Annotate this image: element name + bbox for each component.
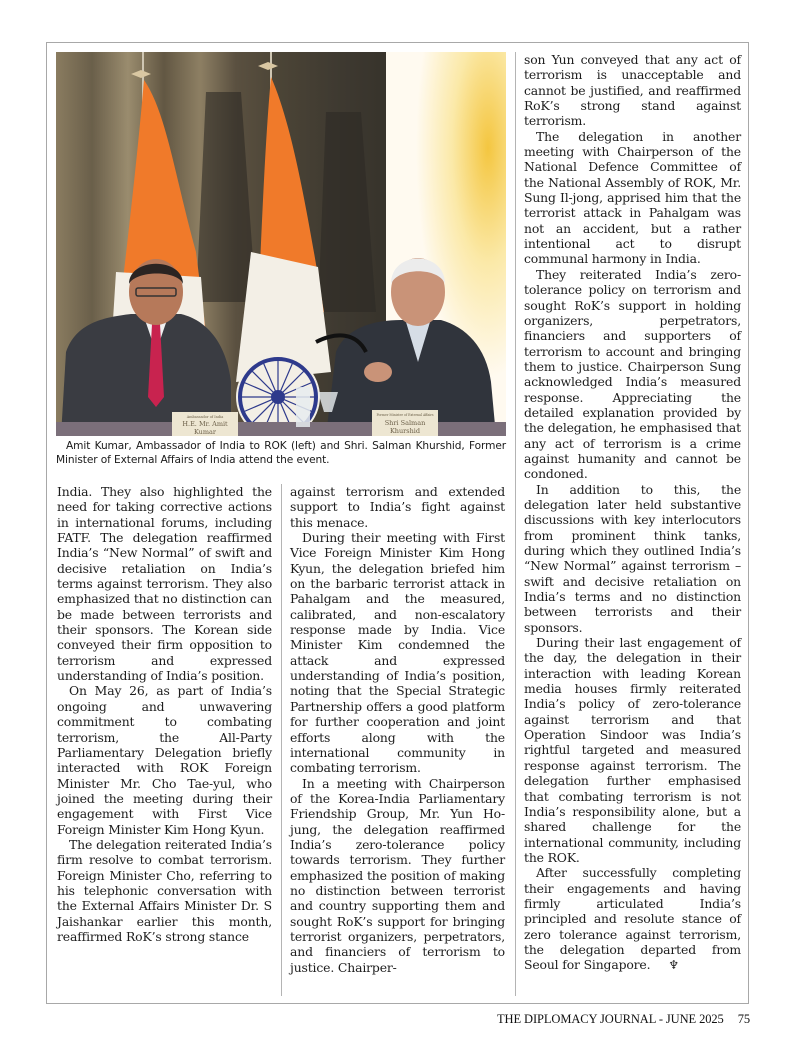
article-paragraph: During their last engagement of the day, the delegation in their interaction with leading Korean media houses firmly reiterated India’s policy of zero-tolerance against terrorism and that Operation Sindoor was India’s rightful targeted and measured response against terrorism. The delegation further emphasised that combating terrorism is not India’s responsibility alone, but a shared challenge for the international community, including the ROK.: [524, 635, 741, 865]
article-paragraph: son Yun conveyed that any act of terrorism is unacceptable and cannot be justified, and reaffirmed RoK’s strong stand against terrorism.: [524, 52, 741, 129]
article-paragraph: On May 26, as part of India’s ongoing and unwavering commitment to combating terrorism, the All-Party Parliamentary Delegation briefly interacted with ROK Foreign Minister Mr. Cho Tae-yul, who joined the meeting during their engagement with First Vice Foreign Minister Kim Hong Kyun.: [57, 683, 272, 837]
svg-text:Khurshid: Khurshid: [389, 427, 421, 435]
article-paragraph: India. They also highlighted the need for taking corrective actions in international forums, including FATF. The delegation reaffirmed India’s “New Normal” of swift and decisive retaliation on India’s terms against terrorism. They also emphasized that no distinction can be made between terrorists and their sponsors. The Korean side conveyed their firm opposition to terrorism and expressed understanding of India’s position.: [57, 484, 272, 684]
svg-text:H.E. Mr. Amit: H.E. Mr. Amit: [182, 420, 228, 428]
event-photo: [56, 52, 506, 436]
publication-name: THE DIPLOMACY JOURNAL - JUNE 2025: [497, 1012, 724, 1026]
page-number: 75: [737, 1012, 750, 1026]
article-column-left: [57, 484, 272, 944]
svg-text:Kumar: Kumar: [193, 428, 217, 436]
article-paragraph: The delegation in another meeting with Chairperson of the National Defence Committee of the National Assembly of ROK, Mr. Sung Il-jong, apprised him that the terrorist attack in Pahalgam was not an accident, but a rather intentional act to disrupt communal harmony in India.: [524, 128, 741, 267]
article-column-right: [524, 52, 741, 974]
article-paragraph: In a meeting with Chairperson of the Korea-India Parliamentary Friendship Group, Mr. Yun Ho-jung, the delegation reaffirmed India’s zero-tolerance policy towards terrorism. They further emphasized the position of making no distinction between terrorist and country supporting them and sought RoK’s support for bringing terrorist organizers, perpetrators, and financiers of terrorism to justice. Chairper-: [290, 775, 505, 975]
column-divider: [515, 52, 516, 996]
article-paragraph-final: [524, 865, 741, 973]
article-paragraph: In addition to this, the delegation later held substantive discussions with key interlocutors from prominent think tanks, during which they outlined India’s “New Normal” against terrorism – swift and decisive retaliation on India’s terms and no distinction between terrorists and their sponsors.: [524, 481, 741, 635]
svg-text:Former Minister of External Af: Former Minister of External Affairs: [376, 413, 434, 417]
emblem-icon: ♆: [668, 958, 680, 973]
article-paragraph: They reiterated India’s zero-tolerance policy on terrorism and sought RoK’s support in holding organizers, perpetrators, financiers and supporters of terrorism to account and bringing them to justice. Chairperson Sung acknowledged India’s measured response. Appreciating the detailed explanation provided by the delegation, he emphasised that any act of terrorism is a crime against humanity and cannot be condoned.: [524, 266, 741, 482]
article-paragraph: against terrorism and extended support to India’s fight against this menace.: [290, 484, 505, 530]
article-column-middle: [290, 484, 505, 975]
event-photo-illustration: [56, 52, 506, 436]
svg-text:Shri Salman: Shri Salman: [384, 419, 426, 427]
page-footer: [440, 1012, 750, 1027]
article-paragraph: During their meeting with First Vice Foreign Minister Kim Hong Kyun, the delegation briefed him on the barbaric terrorist attack in Pahalgam and the measured, calibrated, and non-escalatory response made by India. Vice Minister Kim condemned the attack and expressed understanding of India’s position, noting that the Special Strategic Partnership offers a good platform for further cooperation and joint efforts along with the international community in combating terrorism.: [290, 530, 505, 776]
column-divider: [281, 484, 282, 996]
photo-caption: Amit Kumar, Ambassador of India to ROK (left) and Shri. Salman Khurshid, Former Minister of External Affairs of India attend the event.: [56, 440, 506, 466]
article-paragraph: The delegation reiterated India’s firm resolve to combat terrorism. Foreign Minister Cho, referring to his telephonic conversation with the External Affairs Minister Dr. S Jaishankar earlier this month, reaffirmed RoK’s strong stance: [57, 836, 272, 944]
article-paragraph-text: After successfully completing their engagements and having firmly articulated India’s principled and resolute stance of zero tolerance against terrorism, the delegation departed from Seoul for Singapore.: [524, 865, 741, 973]
svg-text:Ambassador of India: Ambassador of India: [186, 415, 224, 419]
